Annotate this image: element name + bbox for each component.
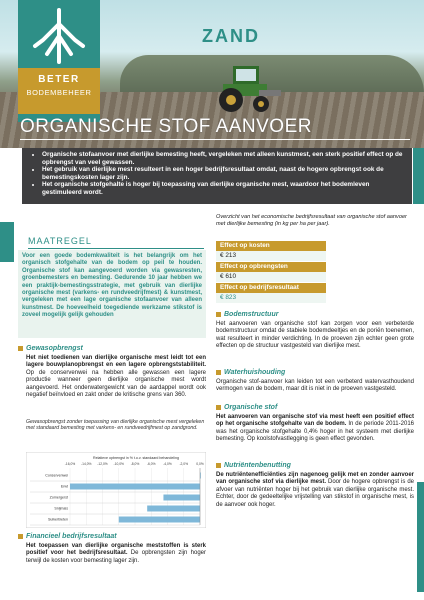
table-value-cell: € 213 [216, 251, 326, 261]
organische-stof-text: Het aanvoeren van organische stof via mest heeft een positief effect op het organische stofgehalte van de bodem. In de periode 2011-2016 was het organische stofgehalte 0,4% hoger in het systeem met dierlijke bemesting. Op koolstofvastlegging is geen effect gevonden. [216, 414, 414, 443]
bullet-square-icon [18, 346, 23, 351]
x-tick-label: -8,0% [130, 462, 140, 466]
intro-bullet: • Organische stofaanvoer met dierlijke bemesting heeft, vergeleken met alleen kunstmest, een sterk positief effect op de opbrengst van veel gewassen. [42, 151, 408, 166]
bullet-square-icon [216, 405, 221, 410]
category-label: Zomergerst [49, 495, 68, 500]
table-header-cell: Effect op bedrijfsresultaat [216, 283, 326, 293]
accent-bar [417, 482, 424, 592]
bar-snijmais [147, 506, 200, 512]
maatregel-divider [28, 248, 204, 249]
x-tick-label: -6,0% [146, 462, 156, 466]
maatregel-heading: MAATREGEL [28, 236, 92, 246]
waterhuishouding-text: Organische stof-aanvoer kan leiden tot een verbeterd watervasthoudend vermogen van de bodem, maar dit is niet in de proeven vastgesteld. [216, 379, 414, 393]
category-label: Conservenwei [45, 473, 68, 478]
yield-bar-chart [26, 452, 206, 528]
x-tick-label: -2,0% [179, 462, 189, 466]
bodemstructuur-text: Het aanvoeren van organische stof kan zorgen voor een verbeterde bodemstructuur omdat de stabiele bodemdeeltjes en de poriën toenemen, wat resulteert in minder verdichting. In de proeven zijn echter geen grote effecten op de structuur vastgesteld van dierlijke mest. [216, 321, 414, 350]
financieel-text: Het toepassen van dierlijke organische meststoffen is sterk positief voor het bedrijfsresultaat. De opbrengsten zijn hoger terwijl de kosten voor bemesting lager zijn. [26, 543, 206, 564]
economic-table [216, 240, 326, 303]
logo-text-line2: BODEMBEHEER [26, 88, 92, 97]
x-tick-label: -14,0% [81, 462, 92, 466]
chart-caption: Gewasopbrengst zonder toepassing van dierlijke organische mest vergeleken met standaard bemesting met varkens- en rundveedrijfmest op zandgrond. [26, 419, 205, 432]
table-value-cell: € 823 [216, 293, 326, 303]
category-label: Snijmais [54, 506, 68, 511]
tractor-illustration [215, 62, 285, 114]
intro-box [22, 148, 412, 204]
chart-title: Relatieve opbrengst in % t.o.v. standaard behandeling [92, 456, 180, 460]
bullet-square-icon [216, 370, 221, 375]
maatregel-box [18, 250, 206, 338]
bullet-square-icon [216, 312, 221, 317]
logo-roots-icon [25, 6, 93, 68]
waterhuishouding-heading: Waterhuishouding [216, 369, 285, 376]
table-header-cell: Effect op kosten [216, 241, 326, 251]
bullet-square-icon [216, 463, 221, 468]
gewasopbrengst-text: Het niet toedienen van dierlijke organische mest leidt tot een lagere bouwplanopbrengst en een lagere opbrengststabiliteit. Op de conservenwei na hebben alle gewassen een lagere productie wanneer geen dierlijke organische mest wordt aangevoerd. Het onderwatergewicht van de aardappel wordt ook negatief beïnvloed en zakt onder de kritische grens van 360. [26, 355, 206, 399]
page-title: ORGANISCHE STOF AANVOER [20, 116, 312, 137]
bar-zomergerst [163, 495, 200, 501]
organische-stof-heading: Organische stof [216, 404, 277, 411]
intro-bullet: • Het organische stofgehalte is hoger bij toepassing van dierlijke organische mest, waardoor het bodemleven gestimuleerd wordt. [42, 181, 408, 196]
nutrienten-heading: Nutriëntenbenutting [216, 462, 291, 469]
table-value-cell: € 610 [216, 272, 326, 282]
bullet-square-icon [18, 534, 23, 539]
accent-bar [413, 148, 424, 204]
logo-text-line1: BETER [38, 74, 80, 85]
gewasopbrengst-heading: Gewasopbrengst [18, 345, 83, 352]
region-label: ZAND [202, 26, 260, 46]
maatregel-text: Voor een goede bodemkwaliteit is het belangrijk om het organisch stofgehalte van de bodem op peil te houden. Organische stof kan aangevoerd worden via gewasresten, groenbemesters en bemesting. Gedurende 10 jaar hebben we een praktijk-bemestingsstrategie, met gebruik van dierlijke organische mest (varkens- en rundveedrijfmest) & kunstmest, vergeleken met een lage organische stofaanvoer van alleen kunstmest. De hoeveelheid toegediende werkzame stikstof is zoveel mogelijk gelijk gehouden [22, 253, 202, 319]
nutrienten-text: De nutriëntenefficiënties zijn nagenoeg gelijk met en zonder aanvoer van organische stof via dierlijke mest. Door de hogere opbrengst is de afvoer van nutriënten hoger bij het gebruik van dierlijke organische mest. Echter, door de gedeeltelijke vrijstelling van stikstof in organische mest, is de aanvoer ook hoger. [216, 472, 414, 508]
bar-erwt [70, 484, 200, 490]
table-header-cell: Effect op opbrengsten [216, 262, 326, 272]
accent-bar [0, 222, 14, 262]
category-label: Erwt [60, 484, 68, 489]
bar-suikerbieten [119, 517, 200, 523]
table-caption: Overzicht van het economische bedrijfsresultaat van organische stof aanvoer met dierlijke bemesting (in kg per ha per jaar). [216, 214, 407, 227]
x-tick-label: -10,0% [113, 462, 124, 466]
hero-photo [0, 0, 424, 148]
x-tick-label: -4,0% [163, 462, 172, 466]
category-label: Suikerbieten [48, 517, 68, 522]
financieel-heading: Financieel bedrijfsresultaat [18, 533, 117, 540]
intro-bullet: • Het gebruik van dierlijke mest resulteert in een hoger bedrijfsresultaat omdat, naast de hogere opbrengst ook de bemestingskosten lager zijn. [42, 166, 408, 181]
x-tick-label: -16,0% [64, 462, 76, 466]
x-tick-label: 0,0% [196, 462, 204, 466]
title-divider [20, 139, 410, 140]
bodemstructuur-heading: Bodemstructuur [216, 311, 278, 318]
x-tick-label: -12,0% [97, 462, 108, 466]
